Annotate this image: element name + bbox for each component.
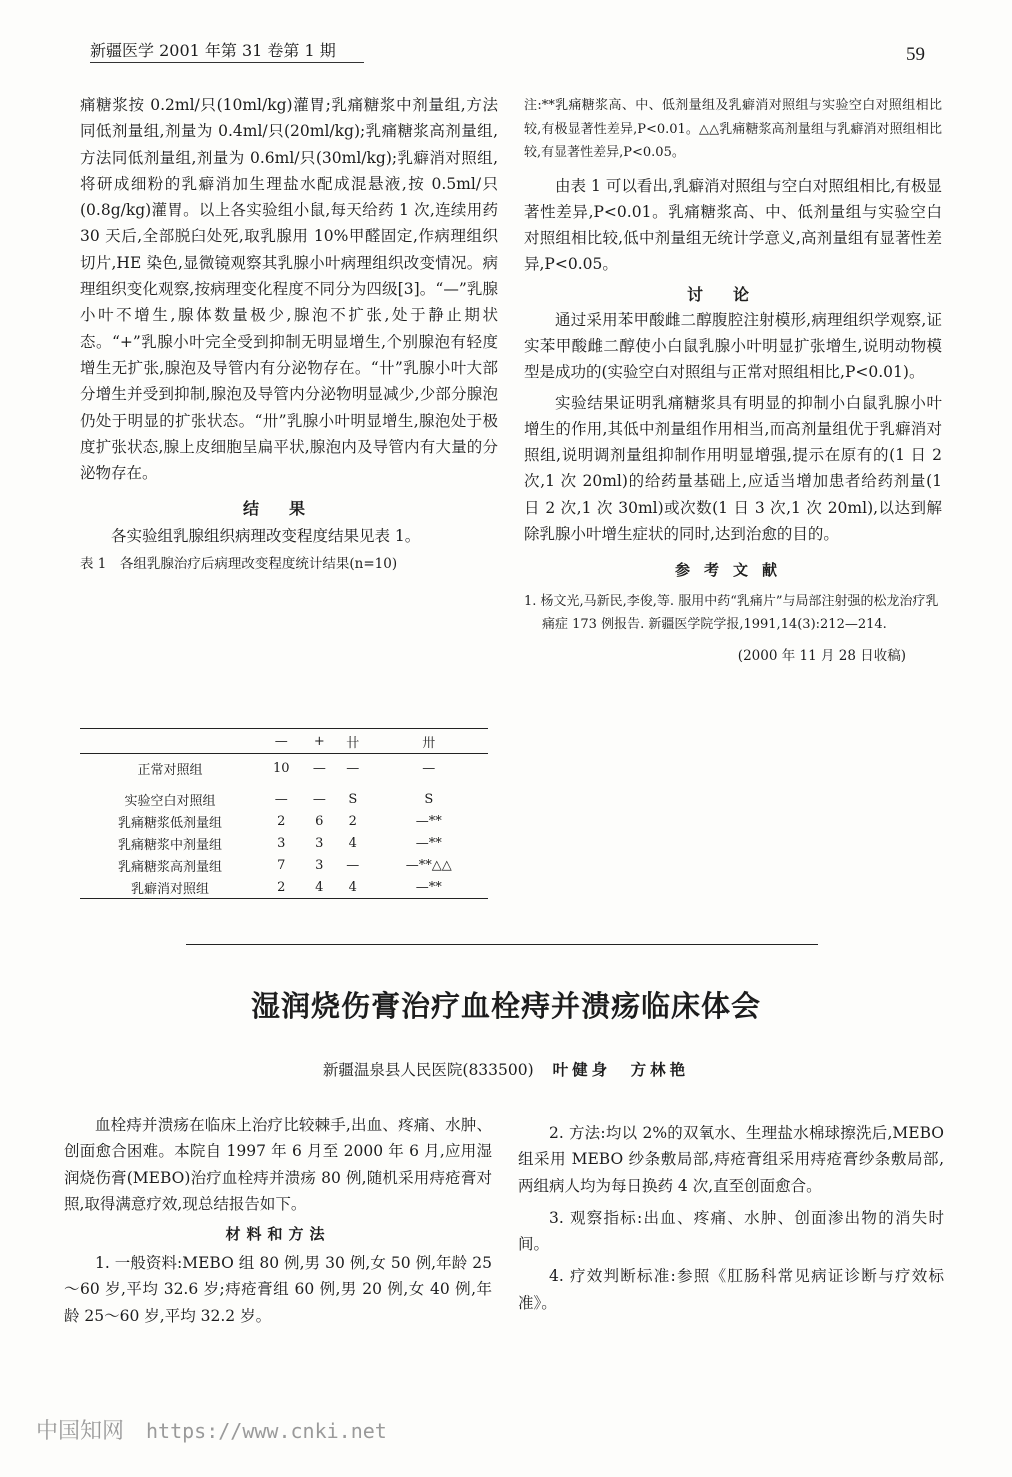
row-label: 正常对照组 <box>137 762 203 778</box>
table-row <box>80 754 488 783</box>
table-row <box>80 876 488 899</box>
table-row <box>80 788 488 810</box>
method-paragraph: 2. 方法:均以 2%的双氧水、生理盐水棉球擦洗后,MEBO 组采用 MEBO 纱条敷局部,痔疮膏组采用痔疮膏纱条敷局部,两组病人均为每日换药 4 次,直至创面愈合。 <box>518 1124 944 1195</box>
running-title-underline <box>90 62 364 63</box>
intro-paragraph: 血栓痔并溃疡在临床上治疗比较棘手,出血、疼痛、水肿、创面愈合困难。本院自 1997 年 6 月至 2000 年 6 月,应用湿润烧伤膏(MEBO)治疗血栓痔并溃疡 80 例,随机采用痔疮膏对照,取得满意疗效,现总结报告如下。 <box>64 1116 492 1213</box>
table-row <box>80 832 488 854</box>
row-label: 乳癖消对照组 <box>80 876 260 899</box>
table-cell: 3 <box>315 835 324 851</box>
row-label: 实验空白对照组 <box>124 793 216 809</box>
table-cell: 4 <box>336 876 370 899</box>
references-heading: 参考文献 <box>674 561 791 580</box>
watermark <box>36 1414 387 1445</box>
table-cell: — <box>312 760 326 776</box>
table-cell: — <box>422 760 436 776</box>
table-header-cell: 卅 <box>370 729 488 754</box>
watermark-brand: 中国知网 <box>36 1419 125 1444</box>
observation-paragraph: 3. 观察指标:出血、疼痛、水肿、创面渗出物的消失时间。 <box>518 1208 944 1254</box>
table-cell: —** <box>415 813 442 829</box>
table-cell: 3 <box>277 835 286 851</box>
table-cell: 2 <box>277 813 286 829</box>
table-cell: —** <box>415 835 442 851</box>
table-cell: — <box>274 791 288 807</box>
table-cell: 3 <box>315 857 324 873</box>
page-number: 59 <box>906 44 925 65</box>
table-cell: 7 <box>277 857 286 873</box>
table-row <box>80 854 488 876</box>
table-cell: 6 <box>315 813 324 829</box>
article-right-column <box>518 1120 944 1316</box>
results-analysis: 由表 1 可以看出,乳癖消对照组与空白对照组相比,有极显著性差异,P<0.01。乳痛糖浆高、中、低剂量组与实验空白对照组相比较,低中剂量组无统计学意义,高剂量组有显著性差异,P<0.05。 <box>524 176 942 274</box>
table-cell: — <box>312 791 326 807</box>
table-cell: S <box>424 791 434 807</box>
table-cell: S <box>348 791 358 807</box>
general-info-paragraph: 1. 一般资料:MEBO 组 80 例,男 30 例,女 50 例,年龄 25～60 岁,平均 32.6 岁;痔疮膏组 60 例,男 20 例,女 40 例,年龄 25～60 岁,平均 32.2 岁。 <box>64 1254 492 1325</box>
table-cell: 4 <box>303 876 336 899</box>
table-note: 注:**乳痛糖浆高、中、低剂量组及乳癖消对照组与实验空白对照组相比较,有极显著性差异,P<0.01。△△乳痛糖浆高剂量组与乳癖消对照组相比较,有显著性差异,P<0.05。 <box>524 98 942 160</box>
table-header-cell <box>80 729 260 754</box>
byline <box>0 1058 1012 1080</box>
discussion-paragraph-1: 通过采用苯甲酸雌二醇腹腔注射模形,病理组织学观察,证实苯甲酸雌二醇使小白鼠乳腺小叶明显扩张增生,说明动物模型是成功的(实验空白对照组与正常对照组相比,P<0.01)。 <box>524 310 942 382</box>
criteria-paragraph: 4. 疗效判断标准:参照《肛肠科常见病证诊断与疗效标准》。 <box>518 1267 944 1312</box>
reference-item: 1. 杨文光,马新民,李俊,等. 服用中药“乳痛片”与局部注射强的松龙治疗乳痛症 173 例报告. 新疆医学院学报,1991,14(3):212—214. <box>524 594 939 633</box>
right-column-top <box>524 94 942 664</box>
row-label: 乳痛糖浆中剂量组 <box>117 837 222 853</box>
article-divider <box>186 944 818 945</box>
running-title: 新疆医学 2001 年第 31 卷第 1 期 <box>90 41 336 60</box>
table-1 <box>80 728 488 899</box>
methods-paragraph: 痛糖浆按 0.2ml/只(10ml/kg)灌胃;乳痛糖浆中剂量组,方法同低剂量组,剂量为 0.4ml/只(20ml/kg);乳痛糖浆高剂量组,方法同低剂量组,剂量为 0.6ml/只(30ml/kg);乳癖消对照组,将研成细粉的乳癖消加生理盐水配成混悬液,按 0.5ml/只(0.8g/kg)灌胃。以上各实验组小鼠,每天给药 1 次,连续用药 30 天后,全部脱臼处死,取乳腺用 10%甲醛固定,作病理组织切片,HE 染色,显微镜观察其乳腺小叶病理组织改变情况。病理组织变化观察,按病理变化程度不同分为四级[3]。“—”乳腺小叶不增生,腺体数量极少,腺泡不扩张,处于静止期状态。“+”乳腺小叶完全受到抑制无明显增生,个别腺泡有轻度增生无扩张,腺泡及导管内有分泌物存在。“卄”乳腺小叶大部分增生并受到抑制,腺泡及导管内分泌物明显减少,少部分腺泡仍处于明显的扩张状态。“卅”乳腺小叶明显增生,腺泡处于极度扩张状态,腺上皮细胞呈扁平状,腺泡内及导管内有大量的分泌物存在。 <box>80 96 498 483</box>
left-column-top <box>80 92 498 572</box>
article-left-column <box>64 1112 492 1329</box>
affiliation: 新疆温泉县人民医院(833500) <box>322 1061 534 1079</box>
table-header-cell: — <box>260 729 303 754</box>
table-cell: — <box>346 760 360 776</box>
table-header-cell: + <box>303 729 336 754</box>
table-header-cell: 卄 <box>336 729 370 754</box>
author-names: 叶健身 方林艳 <box>552 1060 690 1079</box>
article-title: 湿润烧伤膏治疗血栓痔并溃疡临床体会 <box>250 989 761 1023</box>
received-date: (2000 年 11 月 28 日收稿) <box>737 648 906 665</box>
discussion-paragraph-2: 实验结果证明乳痛糖浆具有明显的抑制小白鼠乳腺小叶增生的作用,其低中剂量组作用相当,而高剂量组优于乳癖消对照组,说明调剂量组抑制作用明显增强,提示在原有的(1 日 2 次,1 次 20ml)的给药量基础上,应适当增加患者给药剂量(1 日 2 次,1 次 30ml)或次数(1 日 3 次,1 次 20ml),以达到解除乳腺小叶增生症状的同时,达到治愈的目的。 <box>524 393 942 544</box>
table-caption: 表 1 各组乳腺治疗后病理改变程度统计结果(n=10) <box>80 555 398 572</box>
table-cell: —** <box>370 876 488 899</box>
results-heading: 结果 <box>242 499 335 519</box>
watermark-url: https://www.cnki.net <box>146 1419 387 1443</box>
row-label: 乳痛糖浆高剂量组 <box>117 859 222 875</box>
table-row <box>80 810 488 832</box>
table-header-row <box>80 729 488 754</box>
discussion-heading: 讨论 <box>686 284 779 304</box>
table-cell: 2 <box>260 876 303 899</box>
table-cell: 10 <box>273 760 290 776</box>
table-cell: — <box>346 857 360 873</box>
results-text: 各实验组乳腺组织病理改变程度结果见表 1。 <box>111 527 421 546</box>
table-cell: 2 <box>348 813 357 829</box>
methods-heading: 材料和方法 <box>225 1225 331 1244</box>
table-cell: 4 <box>348 835 357 851</box>
row-label: 乳痛糖浆低剂量组 <box>117 815 222 831</box>
table-cell: —**△△ <box>405 857 452 873</box>
